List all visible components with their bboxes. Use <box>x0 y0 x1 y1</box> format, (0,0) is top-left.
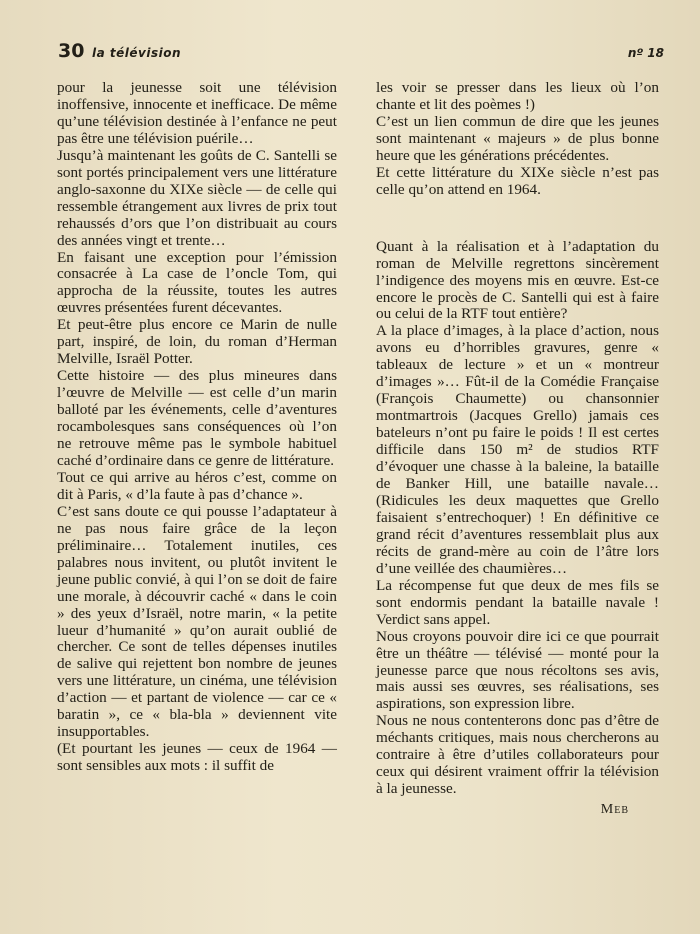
paragraph: les voir se presser dans les lieux où l’on chante et lit des poèmes !) <box>376 79 659 113</box>
paragraph: C’est sans doute ce qui pousse l’adaptateur à ne pas nous faire grâce de la leçon préliminaire… Totalement inutiles, ces palabres nous invitent, ou plutôt invitent le jeune public convié, à qui l’on se doit de faire une morale, à découvrir caché « dans le coin » des yeux d’Israël, notre marin, « la petite lueur d’humanité » qu’on aurait oublié de chercher. Ce sont de telles dépenses inutiles de salive qui rejettent bon nombre de jeunes vers une littérature, un cinéma, une télévision d’action — et partant de violence — car ce « baratin », ce « bla-bla » deviennent vite insupportables. <box>57 502 337 741</box>
paragraph: C’est un lien commun de dire que les jeunes sont maintenant « majeurs » de plus bonne heure que les générations précédentes. <box>376 112 659 164</box>
paragraph: pour la jeunesse soit une télévision inoffensive, innocente et inefficace. De même qu’une télévision destinée à l’enfance ne peut pas être une télévision puérile… <box>57 79 337 147</box>
paragraph: Nous croyons pouvoir dire ici ce que pourrait être un théâtre — télévisé — monté pour la jeunesse parce que nous récoltons ses avis, mais aussi ses œuvres, ses réalisations, ses aspirations, son expression libre. <box>376 627 659 713</box>
paragraph: Nous ne nous contenterons donc pas d’être de méchants critiques, mais nous chercherons au contraire à être d’utiles collaborateurs pour ceux qui désirent vraiment offrir la télévision à la jeunesse. <box>376 712 659 798</box>
right-column <box>376 80 659 819</box>
paragraph: Et peut-être plus encore ce Marin de nulle part, inspiré, de loin, du roman d’Herman Melville, Israël Potter. <box>57 316 337 368</box>
paragraph: Et cette littérature du XIXe siècle n’est pas celle qu’on attend en 1964. <box>376 163 659 198</box>
magazine-title: la télévision <box>92 46 181 60</box>
page-header <box>58 40 664 70</box>
paragraph: Quant à la réalisation et à l’adaptation du roman de Melville regrettons sincèrement l’indigence des moyens mis en œuvre. Est-ce encore le procès de C. Santelli qui est à faire ou celui de la RTF tout entière? <box>376 237 659 323</box>
paragraph: Jusqu’à maintenant les goûts de C. Santelli se sont portés principalement vers une littérature anglo-saxonne du XIXe siècle — de celle qui ressemble étrangement aux livres de prix tout rehaussés d’ors que l’on distribuait au cours des années vingt et trente… <box>57 146 337 249</box>
paragraph: A la place d’images, à la place d’action, nous avons eu d’horribles gravures, genre « tableaux de lecture » et un « montreur d’images »… Fût-il de la Comédie Française (François Chaumette) ou chansonnier montmartrois (Jacques Grello) jamais ces bateleurs n’ont pu faire le poids ! Il est certes difficile dans 150 m² de studios RTF d’évoquer une chasse à la baleine, la bataille de Banker Hill, une bataille navale… (Ridicules les deux maquettes que Grello faisaient s’entrechoquer) ! En définitive ce grand récit d’aventures ressemblait plus aux récits de grand-mère au coin de l’âtre lors d’une veillée des chaumières… <box>376 322 659 577</box>
author-signature: Meb <box>600 802 629 818</box>
paragraph: Tout ce qui arrive au héros c’est, comme on dit à Paris, « d’la faute à pas d’chance ». <box>57 468 337 503</box>
paragraph: (Et pourtant les jeunes — ceux de 1964 — sont sensibles aux mots : il suffit de <box>57 740 337 775</box>
left-column <box>57 80 337 775</box>
page-number: 30 <box>58 40 85 62</box>
issue-number: nº 18 <box>627 46 664 60</box>
section-gap <box>376 199 659 239</box>
paragraph: Cette histoire — des plus mineures dans l’œuvre de Melville — est celle d’un marin balloté par les événements, celle d’aventures rocambolesques sans conséquences où l’on ne retrouve même pas le symbole habituel caché d’ordinaire dans ce genre de littérature. <box>57 367 337 469</box>
paragraph: La récompense fut que deux de mes fils se sont endormis pendant la bataille navale ! Verdict sans appel. <box>376 576 659 628</box>
paragraph: En faisant une exception pour l’émission consacrée à La case de l’oncle Tom, qui approcha de la réussite, toutes les autres œuvres présentées furent décevantes. <box>57 248 337 317</box>
